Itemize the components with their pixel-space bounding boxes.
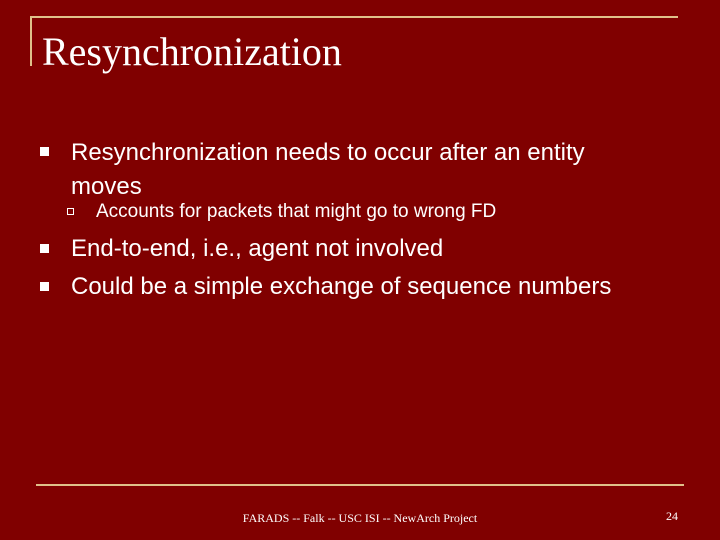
bullet-item	[40, 232, 680, 266]
square-bullet-icon	[40, 282, 49, 291]
footer-divider	[36, 484, 684, 486]
bullet-text: End-to-end, i.e., agent not involved	[71, 235, 444, 262]
bullet-text: Resynchronization needs to occur after an entity moves	[71, 139, 585, 200]
square-bullet-icon	[40, 244, 49, 253]
sub-bullet-text: Accounts for packets that might go to wrong FD	[96, 201, 497, 222]
slide-title: Resynchronization	[42, 29, 342, 74]
square-bullet-icon	[40, 147, 49, 156]
sub-bullet-item	[67, 201, 496, 223]
bullet-item	[40, 270, 700, 304]
footer-text: FARADS -- Falk -- USC ISI -- NewArch Project	[242, 511, 478, 525]
bullet-text: Could be a simple exchange of sequence numbers	[71, 273, 612, 300]
hollow-square-bullet-icon	[67, 208, 74, 215]
bullet-item	[40, 136, 660, 204]
page-number: 24	[666, 509, 678, 523]
